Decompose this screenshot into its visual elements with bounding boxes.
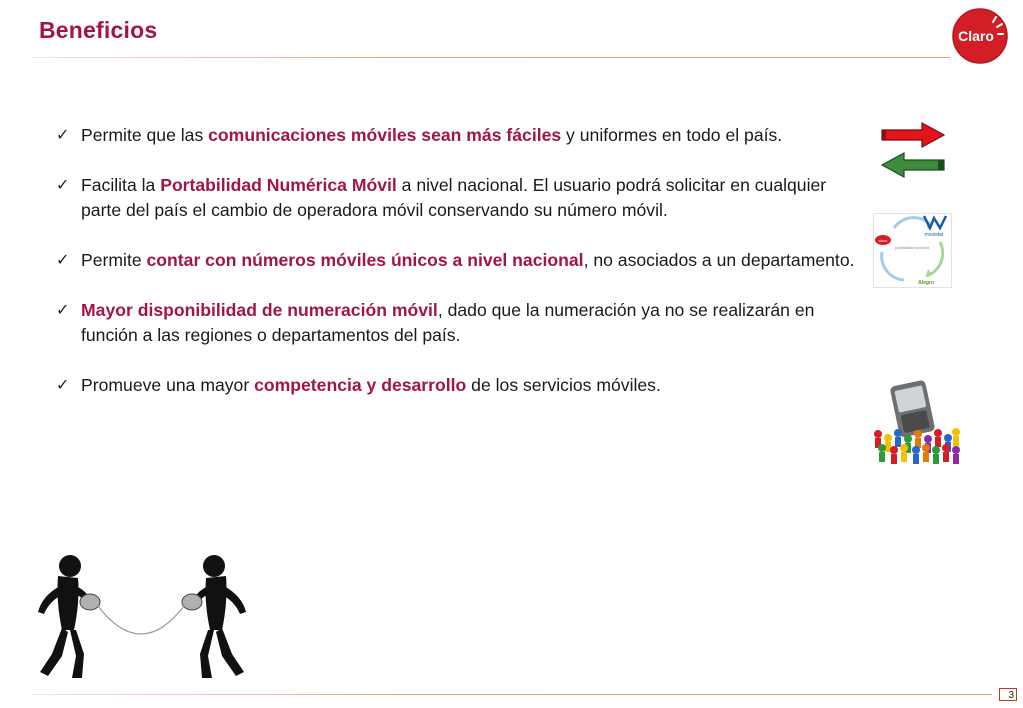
list-item: ✓ Permite que las comunicaciones móviles sean más fáciles y uniformes en todo el país. (56, 123, 866, 148)
footer-divider (32, 694, 992, 695)
check-icon: ✓ (56, 252, 70, 269)
check-icon: ✓ (56, 177, 70, 194)
list-item: ✓ Facilita la Portabilidad Numérica Móvil a nivel nacional. El usuario podrá solicitar en cualquier parte del país el cambio de operadora móvil conservando su número móvil. (56, 175, 827, 220)
svg-text:Claro: Claro (958, 28, 994, 44)
svg-text:Alegro: Alegro (918, 280, 934, 286)
claro-logo-icon (950, 6, 1010, 66)
benefits-list (56, 123, 866, 423)
svg-text:movistar: movistar (924, 232, 944, 238)
slide-title: Beneficios (39, 17, 158, 43)
portability-diagram-image (873, 213, 952, 288)
check-icon: ✓ (56, 127, 70, 144)
crowd-phone-image (868, 376, 964, 466)
page-number: 3 (999, 688, 1017, 701)
svg-text:claro: claro (878, 238, 888, 243)
list-item: ✓ Mayor disponibilidad de numeración móvil, dado que la numeración ya no se realizarán en función a las regiones o departamentos del país. (56, 300, 815, 345)
tin-can-phone-illustration (28, 552, 250, 682)
check-icon: ✓ (56, 377, 70, 394)
list-item: ✓ Permite contar con números móviles únicos a nivel nacional, no asociados a un departamento. (56, 248, 866, 273)
header-divider (32, 57, 950, 58)
check-icon: ✓ (56, 302, 70, 319)
svg-text:portabilidad numerica: portabilidad numerica (894, 246, 930, 250)
arrows-exchange-icon (878, 120, 948, 190)
list-item: ✓ Promueve una mayor competencia y desarrollo de los servicios móviles. (56, 373, 866, 398)
